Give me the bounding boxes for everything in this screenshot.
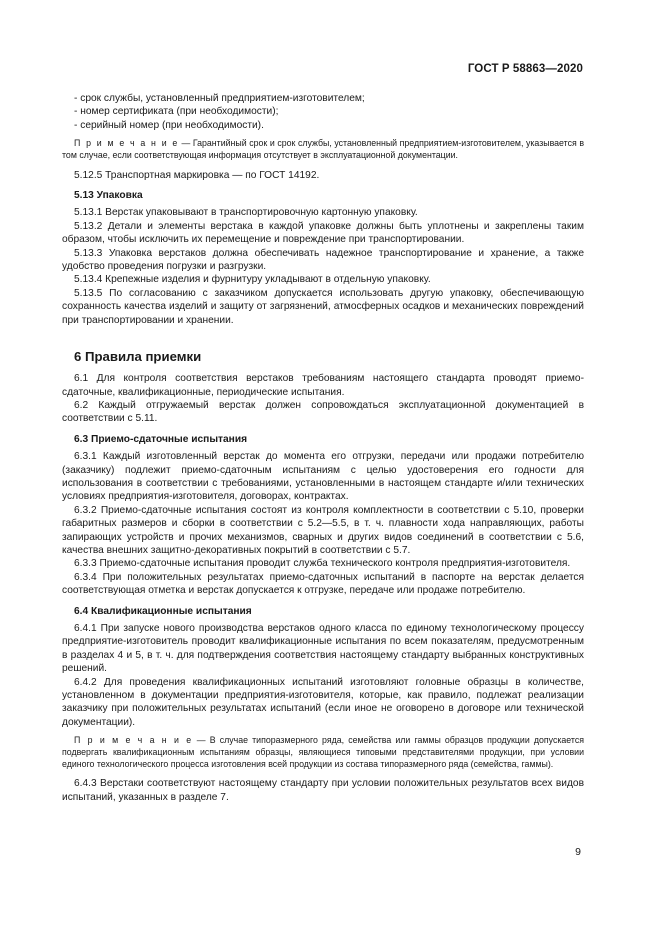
note-label: П р и м е ч а н и е: [74, 138, 179, 149]
section-6-title: 6 Правила приемки: [74, 349, 202, 365]
note-text: — Гарантийный срок и срок службы, установленный предприятием-изготовителем, указывается в том случае, если соответствующая информация отсутствует в эксплуатационной документации.: [62, 138, 584, 160]
clause-5-13-5: 5.13.5 По согласованию с заказчиком допускается использовать другую упаковку, обеспечивающую сохранность качества изделий и защиту от загрязнений, атмосферных осадков и механических повреждений при транспортировании и хранении.: [62, 287, 584, 326]
clause-6-4-1: 6.4.1 При запуске нового производства верстаков одного класса по единому технологическому процессу предприятие-изготовитель проводит квалификационные испытания по всем показателям, предусмотренным в разделах 4 и 5, в т. ч. для подтверждения соответствия настоящему стандарту выбранных конструктивных решений.: [62, 623, 584, 675]
clause-6-3-2: 6.3.2 Приемо-сдаточные испытания состоят из контроля комплектности в соответствии с 5.10, проверки габаритных размеров и сборки в соответствии с 5.2—5.5, в т. ч. плавности хода направляющих, работы запирающих устройств и прочих механизмов, сварных и других видов соединений в соответствии с 5.6, качества внешних защитно-декоративных покрытий в соответствии с 5.7.: [62, 504, 584, 556]
note-typical-samples: [62, 735, 584, 770]
list-item: - срок службы, установленный предприятием-изготовителем;: [74, 93, 365, 104]
clause-6-3-3: 6.3.3 Приемо-сдаточные испытания проводит служба технического контроля предприятия-изготовителя.: [74, 558, 571, 570]
note-text: — В случае типоразмерного ряда, семейства или гаммы образцов продукции допускается подвергать квалификационным испытаниям образцы, являющиеся типовыми представителями продукции, при условии единого технологического процесса изготовления всей продукции из состава типоразмерного ряда (семейства, гаммы).: [62, 735, 584, 769]
clause-6-3-1: 6.3.1 Каждый изготовленный верстак до момента его отгрузки, передачи или продажи потребителю (заказчику) подлежит приемо-сдаточным испытаниям с целью удостоверения его годности для использования в соответствии с требованиями, установленными в настоящем стандарте и/или технических условиях предприятия-изготовителя, договорах, контрактах.: [62, 451, 584, 503]
list-item: - номер сертификата (при необходимости);: [74, 106, 279, 118]
clause-6-1: 6.1 Для контроля соответствия верстаков требованиям настоящего стандарта проводят приемо-сдаточные, квалификационные, периодические испытания.: [62, 373, 584, 398]
clause-5-12-5: 5.12.5 Транспортная маркировка — по ГОСТ 14192.: [74, 169, 320, 181]
clause-5-13-1: 5.13.1 Верстак упаковывают в транспортировочную картонную упаковку.: [74, 207, 418, 219]
heading-6-3: 6.3 Приемо-сдаточные испытания: [74, 433, 248, 445]
clause-6-4-2: 6.4.2 Для проведения квалификационных испытаний изготовляют головные образцы в количестве, установленном в документации предприятия-изготовителя, которые, как правило, подлежат реализации заказчику при положительных результатах испытаний (если иное не оговорено в договоре или технической документации).: [62, 676, 584, 728]
clause-6-3-4: 6.3.4 При положительных результатах приемо-сдаточных испытаний в паспорте на верстак делается соответствующая отметка и верстак допускается к отгрузке, передаче или продаже потребителю.: [62, 571, 584, 597]
standard-header: ГОСТ Р 58863—2020: [467, 63, 583, 75]
list-item: - серийный номер (при необходимости).: [74, 119, 264, 131]
clause-5-13-4: 5.13.4 Крепежные изделия и фурнитуру укладывают в отдельную упаковку.: [74, 274, 431, 286]
clause-6-4-3: 6.4.3 Верстаки соответствуют настоящему стандарту при условии положительных результатов всех видов испытаний, указанных в разделе 7.: [62, 778, 584, 803]
note-guarantee: [62, 138, 584, 161]
heading-5-13: 5.13 Упаковка: [74, 190, 143, 202]
heading-6-4: 6.4 Квалификационные испытания: [74, 605, 252, 617]
clause-5-13-3: 5.13.3 Упаковка верстаков должна обеспечивать надежное транспортирование и хранение, а также удобство проведения погрузки и разгрузки.: [62, 247, 584, 273]
clause-6-2: 6.2 Каждый отгружаемый верстак должен сопровождаться эксплуатационной документацией в соответствии с 5.11.: [62, 399, 584, 425]
note-label: П р и м е ч а н и е: [74, 735, 193, 746]
clause-5-13-2: 5.13.2 Детали и элементы верстака в каждой упаковке должны быть уплотнены и закреплены таким образом, чтобы исключить их перемещение и повреждение при транспортировании.: [62, 220, 584, 246]
page-content: [62, 92, 584, 804]
page-number: 9: [575, 846, 581, 858]
